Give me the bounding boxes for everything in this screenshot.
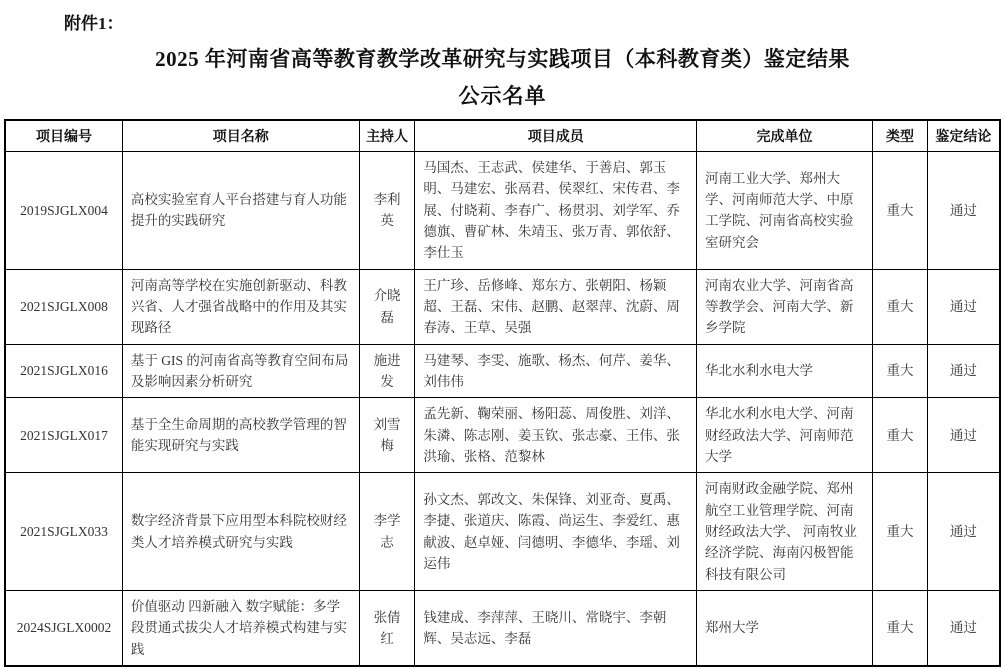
project-type: 重大 xyxy=(873,152,928,270)
appraisal-conclusion: 通过 xyxy=(927,152,1000,270)
project-leader: 施进发 xyxy=(359,344,415,398)
project-members: 孙文杰、郭改文、朱保锋、刘亚奇、夏禹、李捷、张道庆、陈霞、尚运生、李爱红、惠献波、赵卓娅、闫德明、李德华、李瑶、刘运伟 xyxy=(415,473,697,591)
project-id: 2024SJGLX0002 xyxy=(5,590,122,665)
appraisal-conclusion: 通过 xyxy=(927,473,1000,591)
project-leader: 介晓磊 xyxy=(359,269,415,344)
project-leader: 李利英 xyxy=(359,152,415,270)
table-row xyxy=(5,590,1000,665)
completion-unit: 河南财政金融学院、郑州航空工业管理学院、河南财经政法大学、 河南牧业经济学院、海南闪极智能科技有限公司 xyxy=(697,473,873,591)
header-project-title: 项目名称 xyxy=(122,120,359,152)
header-appraisal-conclusion: 鉴定结论 xyxy=(927,120,1000,152)
project-members: 钱建成、李萍萍、王晓川、常晓宇、李朝辉、吴志远、李磊 xyxy=(415,590,697,665)
header-project-id: 项目编号 xyxy=(5,120,122,152)
project-members: 孟先新、鞠荣丽、杨阳蕊、周俊胜、刘洋、朱潾、陈志刚、姜玉钦、张志豪、王伟、张洪瑜、张格、范黎林 xyxy=(415,398,697,473)
page-title: 2025 年河南省高等教育教学改革研究与实践项目（本科教育类）鉴定结果 xyxy=(155,47,850,71)
appraisal-conclusion: 通过 xyxy=(927,344,1000,398)
project-id: 2019SJGLX004 xyxy=(5,152,122,270)
project-type: 重大 xyxy=(873,590,928,665)
project-id: 2021SJGLX017 xyxy=(5,398,122,473)
page-subtitle: 公示名单 xyxy=(458,84,547,108)
project-title: 基于 GIS 的河南省高等教育空间布局及影响因素分析研究 xyxy=(122,344,359,398)
table-row xyxy=(5,344,1000,398)
project-title: 河南高等学校在实施创新驱动、科教兴省、人才强省战略中的作用及其实现路径 xyxy=(122,269,359,344)
project-id: 2021SJGLX016 xyxy=(5,344,122,398)
project-leader: 张倩红 xyxy=(359,590,415,665)
completion-unit: 河南农业大学、河南省高等教学会、河南大学、新乡学院 xyxy=(697,269,873,344)
completion-unit: 河南工业大学、郑州大学、河南师范大学、中原工学院、河南省高校实验室研究会 xyxy=(697,152,873,270)
project-members: 马建琴、李雯、施歌、杨杰、何芹、姜华、刘伟伟 xyxy=(415,344,697,398)
header-project-leader: 主持人 xyxy=(359,120,415,152)
project-leader: 李学志 xyxy=(359,473,415,591)
results-table xyxy=(4,119,1001,667)
appraisal-conclusion: 通过 xyxy=(927,590,1000,665)
appraisal-conclusion: 通过 xyxy=(927,269,1000,344)
project-members: 王广珍、岳修峰、郑东方、张朝阳、杨颖超、王磊、宋伟、赵鹏、赵翠萍、沈蔚、周春涛、王草、吴强 xyxy=(415,269,697,344)
header-project-type: 类型 xyxy=(873,120,928,152)
completion-unit: 郑州大学 xyxy=(697,590,873,665)
table-row xyxy=(5,473,1000,591)
project-title: 价值驱动 四新融入 数字赋能：多学段贯通式拔尖人才培养模式构建与实践 xyxy=(122,590,359,665)
project-members: 马国杰、王志武、侯建华、于善启、郭玉明、马建宏、张鬲君、侯翠红、宋传君、李展、付晓莉、李春广、杨贯羽、刘学军、乔德旗、曹矿林、朱靖玉、张万青、郭依舒、李仕玉 xyxy=(415,152,697,270)
project-title: 高校实验室育人平台搭建与育人功能提升的实践研究 xyxy=(122,152,359,270)
table-row xyxy=(5,269,1000,344)
completion-unit: 华北水利水电大学、河南财经政法大学、河南师范大学 xyxy=(697,398,873,473)
table-row xyxy=(5,398,1000,473)
table-body xyxy=(5,152,1000,666)
completion-unit: 华北水利水电大学 xyxy=(697,344,873,398)
project-id: 2021SJGLX033 xyxy=(5,473,122,591)
project-type: 重大 xyxy=(873,269,928,344)
table-row xyxy=(5,152,1000,270)
project-title: 基于全生命周期的高校教学管理的智能实现研究与实践 xyxy=(122,398,359,473)
project-type: 重大 xyxy=(873,344,928,398)
table-header-row xyxy=(5,120,1000,152)
project-leader: 刘雪梅 xyxy=(359,398,415,473)
project-id: 2021SJGLX008 xyxy=(5,269,122,344)
appraisal-conclusion: 通过 xyxy=(927,398,1000,473)
project-type: 重大 xyxy=(873,398,928,473)
project-type: 重大 xyxy=(873,473,928,591)
header-completion-unit: 完成单位 xyxy=(697,120,873,152)
project-title: 数字经济背景下应用型本科院校财经类人才培养模式研究与实践 xyxy=(122,473,359,591)
header-project-members: 项目成员 xyxy=(415,120,697,152)
attachment-label: 附件1： xyxy=(64,14,124,33)
